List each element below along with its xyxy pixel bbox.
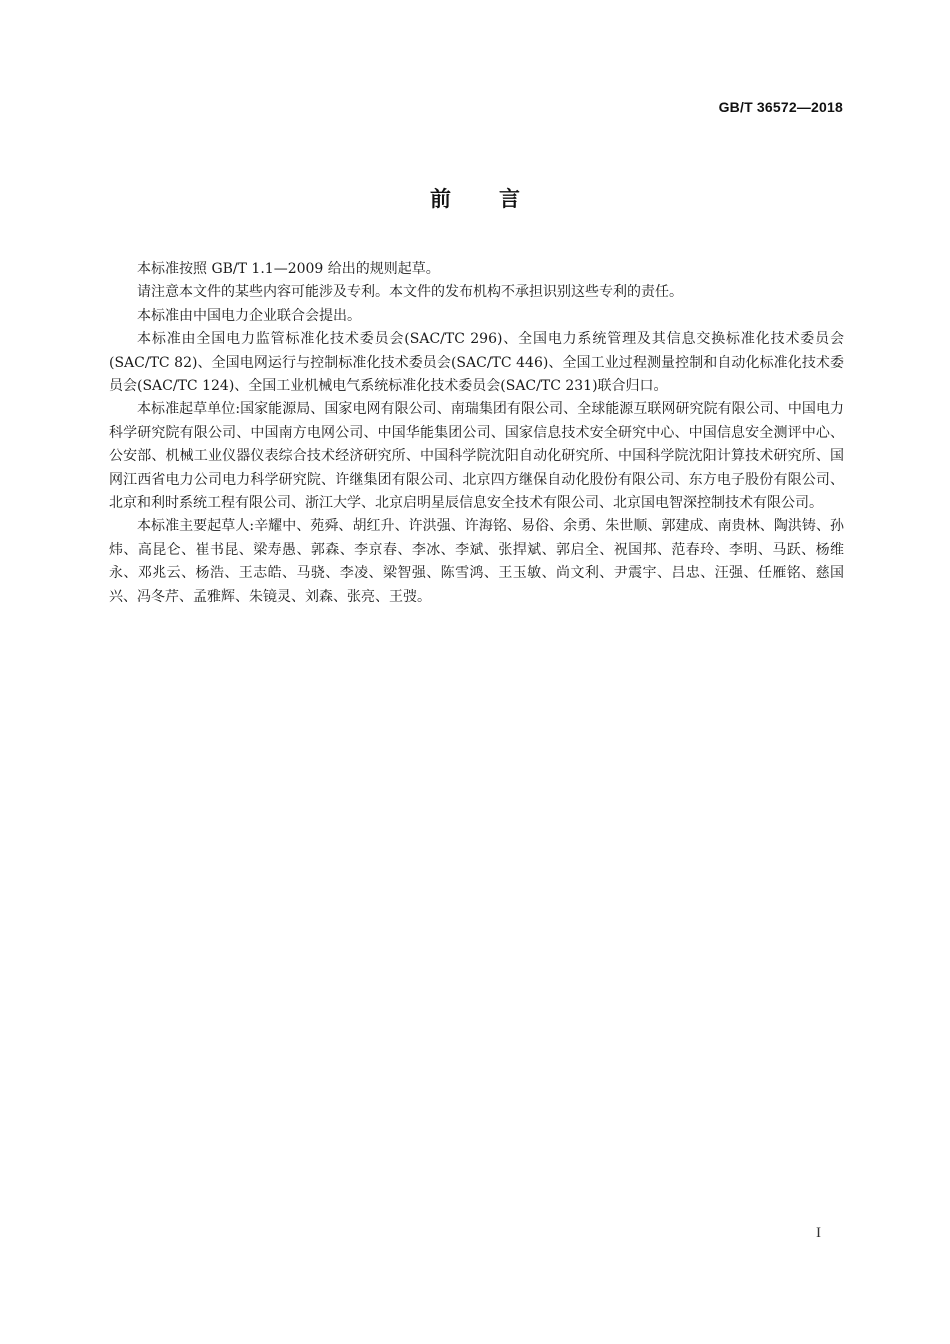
title-char-1: 前 <box>430 187 451 211</box>
page-number: I <box>816 1225 821 1241</box>
paragraph-main-drafters: 本标准主要起草人:辛耀中、苑舜、胡红升、许洪强、许海铭、易俗、余勇、朱世顺、郭建成、南贵林、陶洪铸、孙炜、高昆仑、崔书昆、梁寿愚、郭森、李京春、李冰、李斌、张捍斌、郭启全、祝国邦、范春玲、李明、马跃、杨维永、邓兆云、杨浩、王志皓、马骁、李凌、梁智强、陈雪鸿、王玉敏、尚文利、尹震宇、吕忠、汪强、任雁铭、慈国兴、冯冬芹、孟雅辉、朱镜灵、刘森、张亮、王弢。 <box>109 518 844 605</box>
paragraph-drafting-rules: 本标准按照 GB/T 1.1—2009 给出的规则起草。 <box>137 261 440 277</box>
paragraph-drafting-units: 本标准起草单位:国家能源局、国家电网有限公司、南瑞集团有限公司、全球能源互联网研究院有限公司、中国电力科学研究院有限公司、中国南方电网公司、中国华能集团公司、国家信息技术安全研究中心、中国信息安全测评中心、公安部、机械工业仪器仪表综合技术经济研究所、中国科学院沈阳自动化研究所、中国科学院沈阳计算技术研究所、国网江西省电力公司电力科学研究院、许继集团有限公司、北京四方继保自动化股份有限公司、东方电子股份有限公司、北京和利时系统工程有限公司、浙江大学、北京启明星辰信息安全技术有限公司、北京国电智深控制技术有限公司。 <box>109 401 844 512</box>
paragraph-patent-notice: 请注意本文件的某些内容可能涉及专利。本文件的发布机构不承担识别这些专利的责任。 <box>137 284 683 301</box>
paragraph-jurisdiction: 本标准由全国电力监管标准化技术委员会(SAC/TC 296)、全国电力系统管理及其信息交换标准化技术委员会(SAC/TC 82)、全国电网运行与控制标准化技术委员会(SAC/TC 446)、全国工业过程测量控制和自动化标准化技术委员会(SAC/TC 124)、全国工业机械电气系统标准化技术委员会(SAC/TC 231)联合归口。 <box>109 331 844 395</box>
paragraph-proposed-by: 本标准由中国电力企业联合会提出。 <box>137 307 361 324</box>
title-char-2: 言 <box>499 187 520 211</box>
standard-code: GB/T 36572—2018 <box>718 99 843 115</box>
foreword-body <box>109 258 844 609</box>
page-title <box>0 183 950 213</box>
